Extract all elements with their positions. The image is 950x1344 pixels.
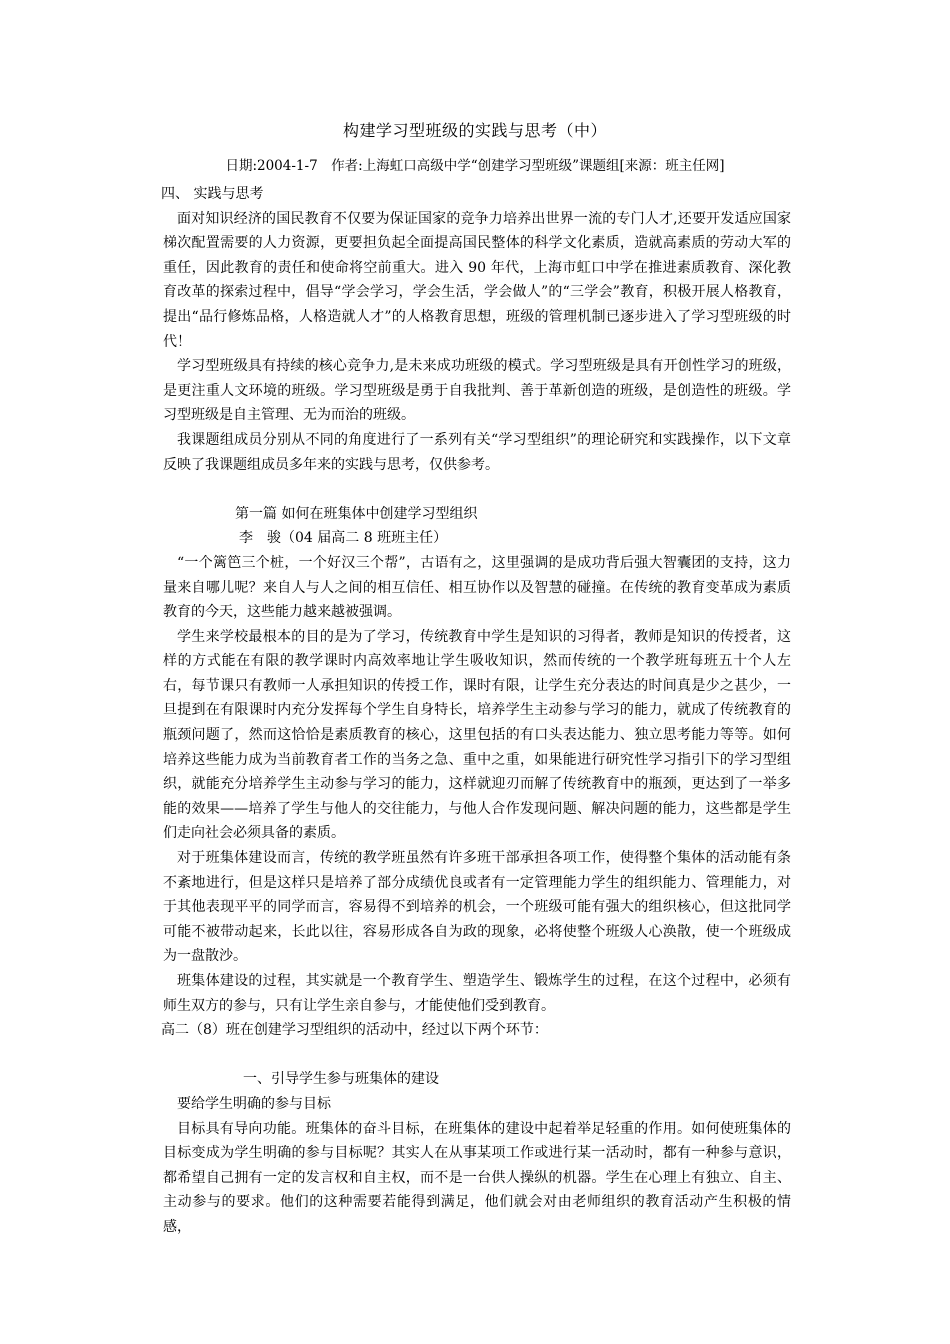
article-paragraph: 学生来学校最根本的目的是为了学习，传统教育中学生是知识的习得者，教师是知识的传授者，这样的方式能在有限的教学课时内高效率地让学生吸收知识，然而传统的一个教学班每班五十个人左右，每节课只有教师一人承担知识的传授工作，课时有限，让学生充分表达的时间真是少之甚少，一旦提到在有限课时内充分发挥每个学生自身特长，培养学生主动参与学习的能力，就成了传统教育的瓶颈问题了，然而这恰恰是素质教育的核心，这里包括的有口头表达能力、独立思考能力等等。如何培养这些能力成为当前教育者工作的当务之急、重中之重，如果能进行研究性学习指引下的学习型组织，就能充分培养学生主动参与学习的能力，这样就迎刃而解了传统教育中的瓶颈，更达到了一举多能的效果——培养了学生与他人的交往能力，与他人合作发现问题、解决问题的能力，这些都是学生们走向社会必须具备的素质。 — [163, 628, 791, 842]
article-paragraph: 班集体建设的过程，其实就是一个教育学生、塑造学生、锻炼学生的过程，在这个过程中，必须有师生双方的参与，只有让学生亲自参与，才能使他们受到教育。 — [163, 973, 791, 1014]
article-paragraph: 对于班集体建设而言，传统的教学班虽然有许多班干部承担各项工作，使得整个集体的活动能有条不紊地进行，但是这样只是培养了部分成绩优良或者有一定管理能力学生的组织能力、管理能力，对于其他表现平平的同学而言，容易得不到培养的机会，一个班级可能有强大的组织核心，但这批同学可能不被带动起来，长此以往，容易形成各自为政的现象，必将使整个班级人心涣散，使一个班级成为一盘散沙。 — [163, 850, 791, 965]
blank-line — [163, 1043, 791, 1068]
article-title: 第一篇 如何在班集体中创建学习型组织 — [235, 505, 478, 522]
document-body — [163, 180, 791, 1240]
blank-line — [163, 477, 791, 502]
item-paragraph: 目标具有导向功能。班集体的奋斗目标，在班集体的建设中起着举足轻重的作用。如何使班集体的目标变成为学生明确的参与目标呢？其实人在从事某项工作或进行某一活动时，都有一种参与意识，都希望自己拥有一定的发言权和自主权，而不是一台供人操纵的机器。学生在心理上有独立、自主、主动参与的要求。他们的这种需要若能得到满足，他们就会对由老师组织的教育活动产生积极的情感， — [163, 1120, 791, 1235]
article-author: 李 骏（04 届高二 8 班班主任） — [239, 530, 448, 547]
transition-line: 高二（8）班在创建学习型组织的活动中，经过以下两个环节： — [161, 1022, 548, 1039]
section-heading: 四、 实践与思考 — [161, 186, 264, 202]
item-heading: 要给学生明确的参与目标 — [177, 1095, 331, 1112]
document-meta: 日期:2004-1-7 作者:上海虹口高级中学“创建学习型班级”课题组[来源：班主任网] — [225, 158, 725, 174]
section-paragraph: 面对知识经济的国民教育不仅要为保证国家的竞争力培养出世界一流的专门人才,还要开发适应国家梯次配置需要的人力资源，更要担负起全面提高国民整体的科学文化素质，造就高素质的劳动大军的重任，因此教育的责任和使命将空前重大。进入 90 年代，上海市虹口中学在推进素质教育、深化教育改革的探索过程中，倡导“学会学习，学会生活，学会做人”的“三学会”教育，积极开展人格教育，提出“品行修炼品格，人格造就人才”的人格教育思想，班级的管理机制已逐步进入了学习型班级的时代！ — [163, 210, 791, 350]
subsection-title: 一、引导学生参与班集体的建设 — [243, 1071, 439, 1088]
document-title: 构建学习型班级的实践与思考（中） — [342, 121, 607, 140]
article-paragraph: “一个篱笆三个桩，一个好汉三个帮”，古语有之，这里强调的是成功背后强大智囊团的支持，这力量来自哪儿呢？来自人与人之间的相互信任、相互协作以及智慧的碰撞。在传统的教育变革成为素质教育的今天，这些能力越来越被强调。 — [163, 554, 791, 621]
section-paragraph: 学习型班级具有持续的核心竞争力,是未来成功班级的模式。学习型班级是具有开创性学习的班级，是更注重人文环境的班级。学习型班级是勇于自我批判、善于革新创造的班级，是创造性的班级。学习型班级是自主管理、无为而治的班级。 — [163, 358, 791, 424]
section-paragraph: 我课题组成员分别从不同的角度进行了一系列有关“学习型组织”的理论研究和实践操作，以下文章反映了我课题组成员多年来的实践与思考，仅供参考。 — [163, 431, 791, 473]
